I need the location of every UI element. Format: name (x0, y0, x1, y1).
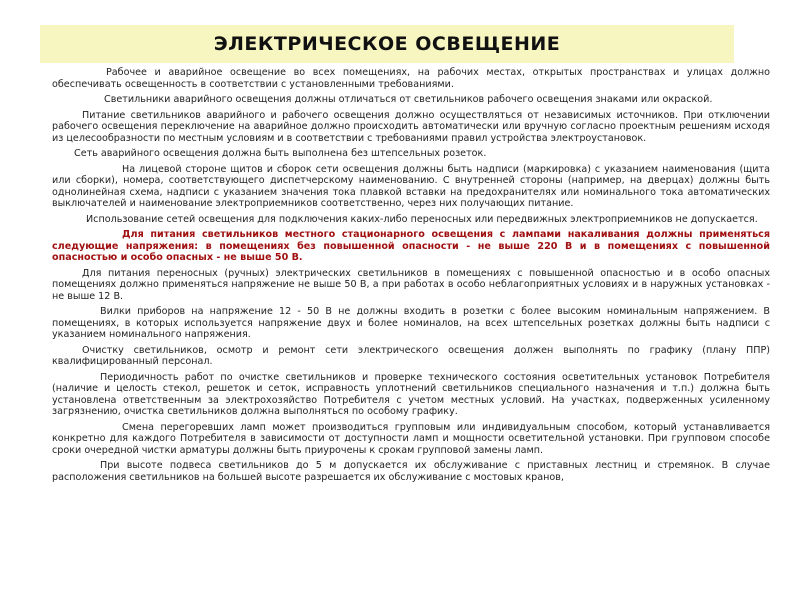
paragraph: Периодичность работ по очистке светильников и проверке технического состояния осветительных установок Потребителя (наличие и целость стекол, решеток и сеток, исправность уплотнений светильников специального назначения и т.п.) должна быть установлена ответственным за электрохозяйство Потребителя с учетом местных условий. На участках, подверженных усиленному загрязнению, очистка светильников должна выполняться по особому графику. (52, 371, 770, 417)
paragraph: Смена перегоревших ламп может производиться групповым или индивидуальным способом, который устанавливается конкретно для каждого Потребителя в зависимости от доступности ламп и мощности осветительной установки. При групповом способе сроки очередной чистки арматуры должны быть приурочены к срокам групповой замены ламп. (52, 421, 770, 456)
paragraph: Питание светильников аварийного и рабочего освещения должно осуществляться от независимых источников. При отключении рабочего освещения переключение на аварийное должно происходить автоматически или вручную согласно проектным решениям исходя из целесообразности по местным условиям и в соответствии с требованиями правил устройства электроустановок. (52, 109, 770, 144)
paragraph: При высоте подвеса светильников до 5 м допускается их обслуживание с приставных лестниц и стремянок. В случае расположения светильников на большей высоте разрешается их обслуживание с мостовых кранов, (52, 460, 770, 483)
paragraph: Вилки приборов на напряжение 12 - 50 В не должны входить в розетки с более высоким номинальным напряжением. В помещениях, в которых используется напряжение двух и более номиналов, на всех штепсельных розетках должны быть надписи с указанием номинального напряжения. (52, 306, 770, 340)
document-body (52, 67, 770, 487)
paragraph: Использование сетей освещения для подключения каких-либо переносных или передвижных электроприемников не допускается. (86, 213, 758, 225)
paragraph: Очистку светильников, осмотр и ремонт сети электрического освещения должен выполнять по графику (плану ППР) квалифицированный персонал. (52, 344, 770, 367)
paragraph: Рабочее и аварийное освещение во всех помещениях, на рабочих местах, открытых пространствах и улицах должно обеспечивать освещенность в соответствии с установленными требованиями. (52, 67, 770, 90)
paragraph: Для питания переносных (ручных) электрических светильников в помещениях с повышенной опасностью и в особо опасных помещениях должно применяться напряжение не выше 50 В, а при работах в особо неблагоприятных условиях и в наружных установках - не выше 12 В. (52, 267, 770, 302)
page-title: ЭЛЕКТРИЧЕСКОЕ ОСВЕЩЕНИЕ (213, 33, 561, 55)
paragraph: Сеть аварийного освещения должна быть выполнена без штепсельных розеток. (74, 148, 487, 159)
highlighted-paragraph: Для питания светильников местного стационарного освещения с лампами накаливания должны применяться следующие напряжения: в помещениях без повышенной опасности - не выше 220 В и в помещениях с повышенной опасностью и особо опасных - не выше 50 В. (52, 229, 770, 263)
paragraph: На лицевой стороне щитов и сборок сети освещения должны быть надписи (маркировка) с указанием наименования (щита или сборки), номера, соответствующего диспетчерскому наименованию. С внутренней стороны (например, на дверцах) должны быть однолинейная схема, надписи с указанием значения тока плавкой вставки на предохранителях или номинального тока автоматических выключателей и наименование электроприемников соответственно, через них получающих питание. (52, 163, 770, 209)
title-banner (40, 25, 734, 63)
paragraph: Светильники аварийного освещения должны отличаться от светильников рабочего освещения знаками или окраской. (104, 94, 713, 105)
